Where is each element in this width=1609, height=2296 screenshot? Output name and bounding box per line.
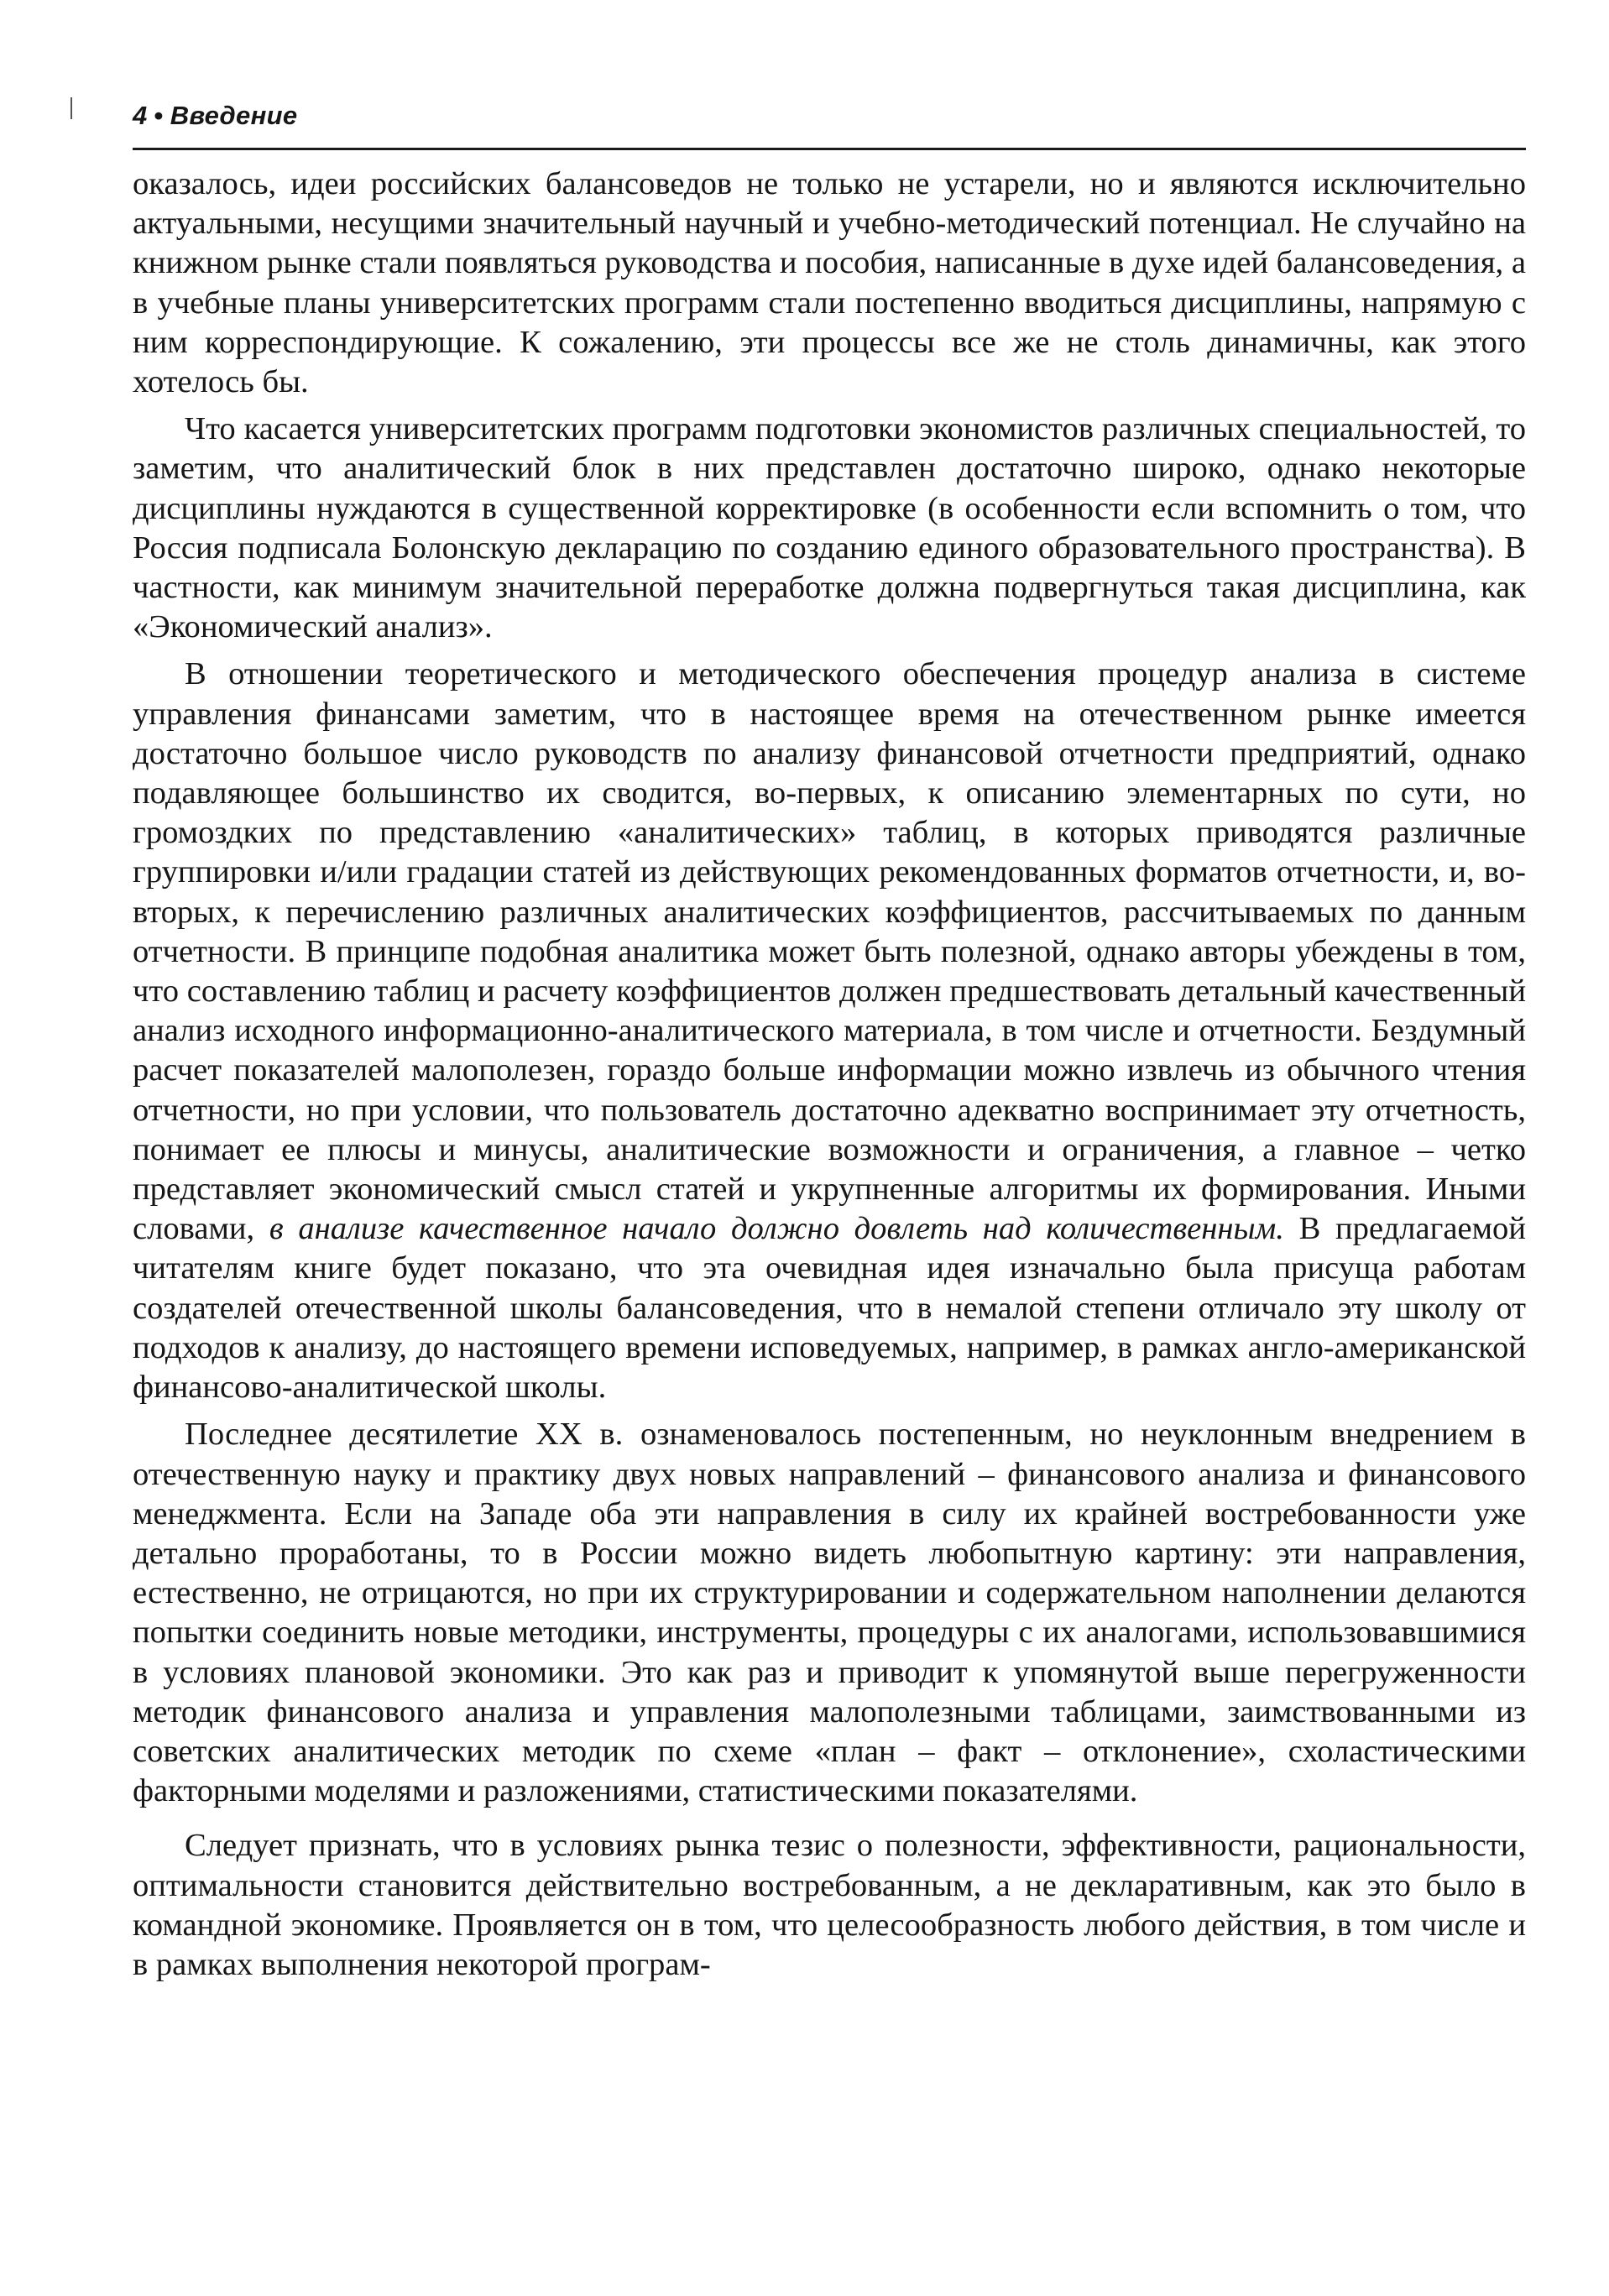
scan-mark bbox=[71, 97, 72, 119]
header-rule bbox=[133, 148, 1526, 150]
paragraph-text: В предлагаемой читателям книге будет показано, что эта очевидная идея изначально была присуща работам создателей отечественной школы балансоведения, что в немалой степени отличало эту школу от подходов к анализу, до настоящего времени исповедуемых, например, в рамках англо-американской финансово-аналитической школы. bbox=[133, 1211, 1526, 1406]
paragraph: Следует признать, что в условиях рынка тезис о полезности, эффективности, рациональности, оптимальности становится действительно востребованным, а не декларативным, как это было в командной экономике. Проявляется он в том, что целесообразность любого действия, в том числе и в рамках выполнения некоторой програм- bbox=[133, 1828, 1526, 1982]
running-header bbox=[133, 102, 297, 128]
section-title: Введение bbox=[170, 101, 298, 130]
paragraph: оказалось, идеи российских балансоведов не только не устарели, но и являются исключительно актуальными, несущими значительный научный и учебно-методический потенциал. Не случайно на книжном рынке стали появляться руководства и пособия, написанные в духе идей балансоведения, а в учебные планы университетских программ стали постепенно вводиться дисциплины, напрямую с ним корреспондирующие. К сожалению, эти процессы все же не столь динамичны, как этого хотелось бы. bbox=[133, 166, 1526, 400]
paragraph bbox=[133, 655, 1526, 1407]
paragraph: Что касается университетских программ подготовки экономистов различных специальностей, то заметим, что аналитический блок в них представлен достаточно широко, однако некоторые дисциплины нуждаются в существенной корректировке (в особенности если вспомнить о том, что Россия подписала Болонскую декларацию по созданию единого образовательного пространства). В частности, как минимум значительной переработке должна подвергнуться такая дисциплина, как «Экономический анализ». bbox=[133, 411, 1526, 645]
body-text bbox=[133, 164, 1526, 1992]
paragraph: Последнее десятилетие XX в. ознаменовалось постепенным, но неуклонным внедрением в отечественную науку и практику двух новых направлений – финансового анализа и финансового менеджмента. Если на Западе оба эти направления в силу их крайней востребованности уже детально проработаны, то в России можно видеть любопытную картину: эти направления, естественно, не отрицаются, но при их структурировании и содержательном наполнении делаются попытки соединить новые методики, инструменты, процедуры с их аналогами, использовавшимися в условиях плановой экономики. Это как раз и приводит к упомянутой выше перегруженности методик финансового анализа и управления малополезными таблицами, заимствованными из советских аналитических методик по схеме «план – факт – отклонение», схоластическими факторными моделями и разложениями, статистическими показателями. bbox=[133, 1417, 1526, 1809]
header-separator: • bbox=[154, 101, 164, 130]
page-number: 4 bbox=[133, 101, 148, 130]
emphasis-text: в анализе качественное начало должно довлеть над количественным. bbox=[269, 1211, 1284, 1247]
paragraph-text: В отношении теоретического и методического обеспечения процедур анализа в системе управления финансами заметим, что в настоящее время на отечественном рынке имеется достаточно большое число руководств по анализу финансовой отчетности предприятий, однако подавляющее большинство их сводится, во-первых, к описанию элементарных по сути, но громоздких по представлению «аналитических» таблиц, в которых приводятся различные группировки и/или градации статей из действующих рекомендованных форматов отчетности, и, во-вторых, к перечислению различных аналитических коэффициентов, рассчитываемых по данным отчетности. В принципе подобная аналитика может быть полезной, однако авторы убеждены в том, что составлению таблиц и расчету коэффициентов должен предшествовать детальный качественный анализ исходного информационно-аналитического материала, в том числе и отчетности. Бездумный расчет показателей малополезен, гораздо больше информации можно извлечь из обычного чтения отчетности, но при условии, что пользователь достаточно адекватно воспринимает эту отчетность, понимает ее плюсы и минусы, аналитические возможности и ограничения, а главное – четко представляет экономический смысл статей и укрупненные алгоритмы их формирования. Иными словами, bbox=[133, 656, 1526, 1247]
